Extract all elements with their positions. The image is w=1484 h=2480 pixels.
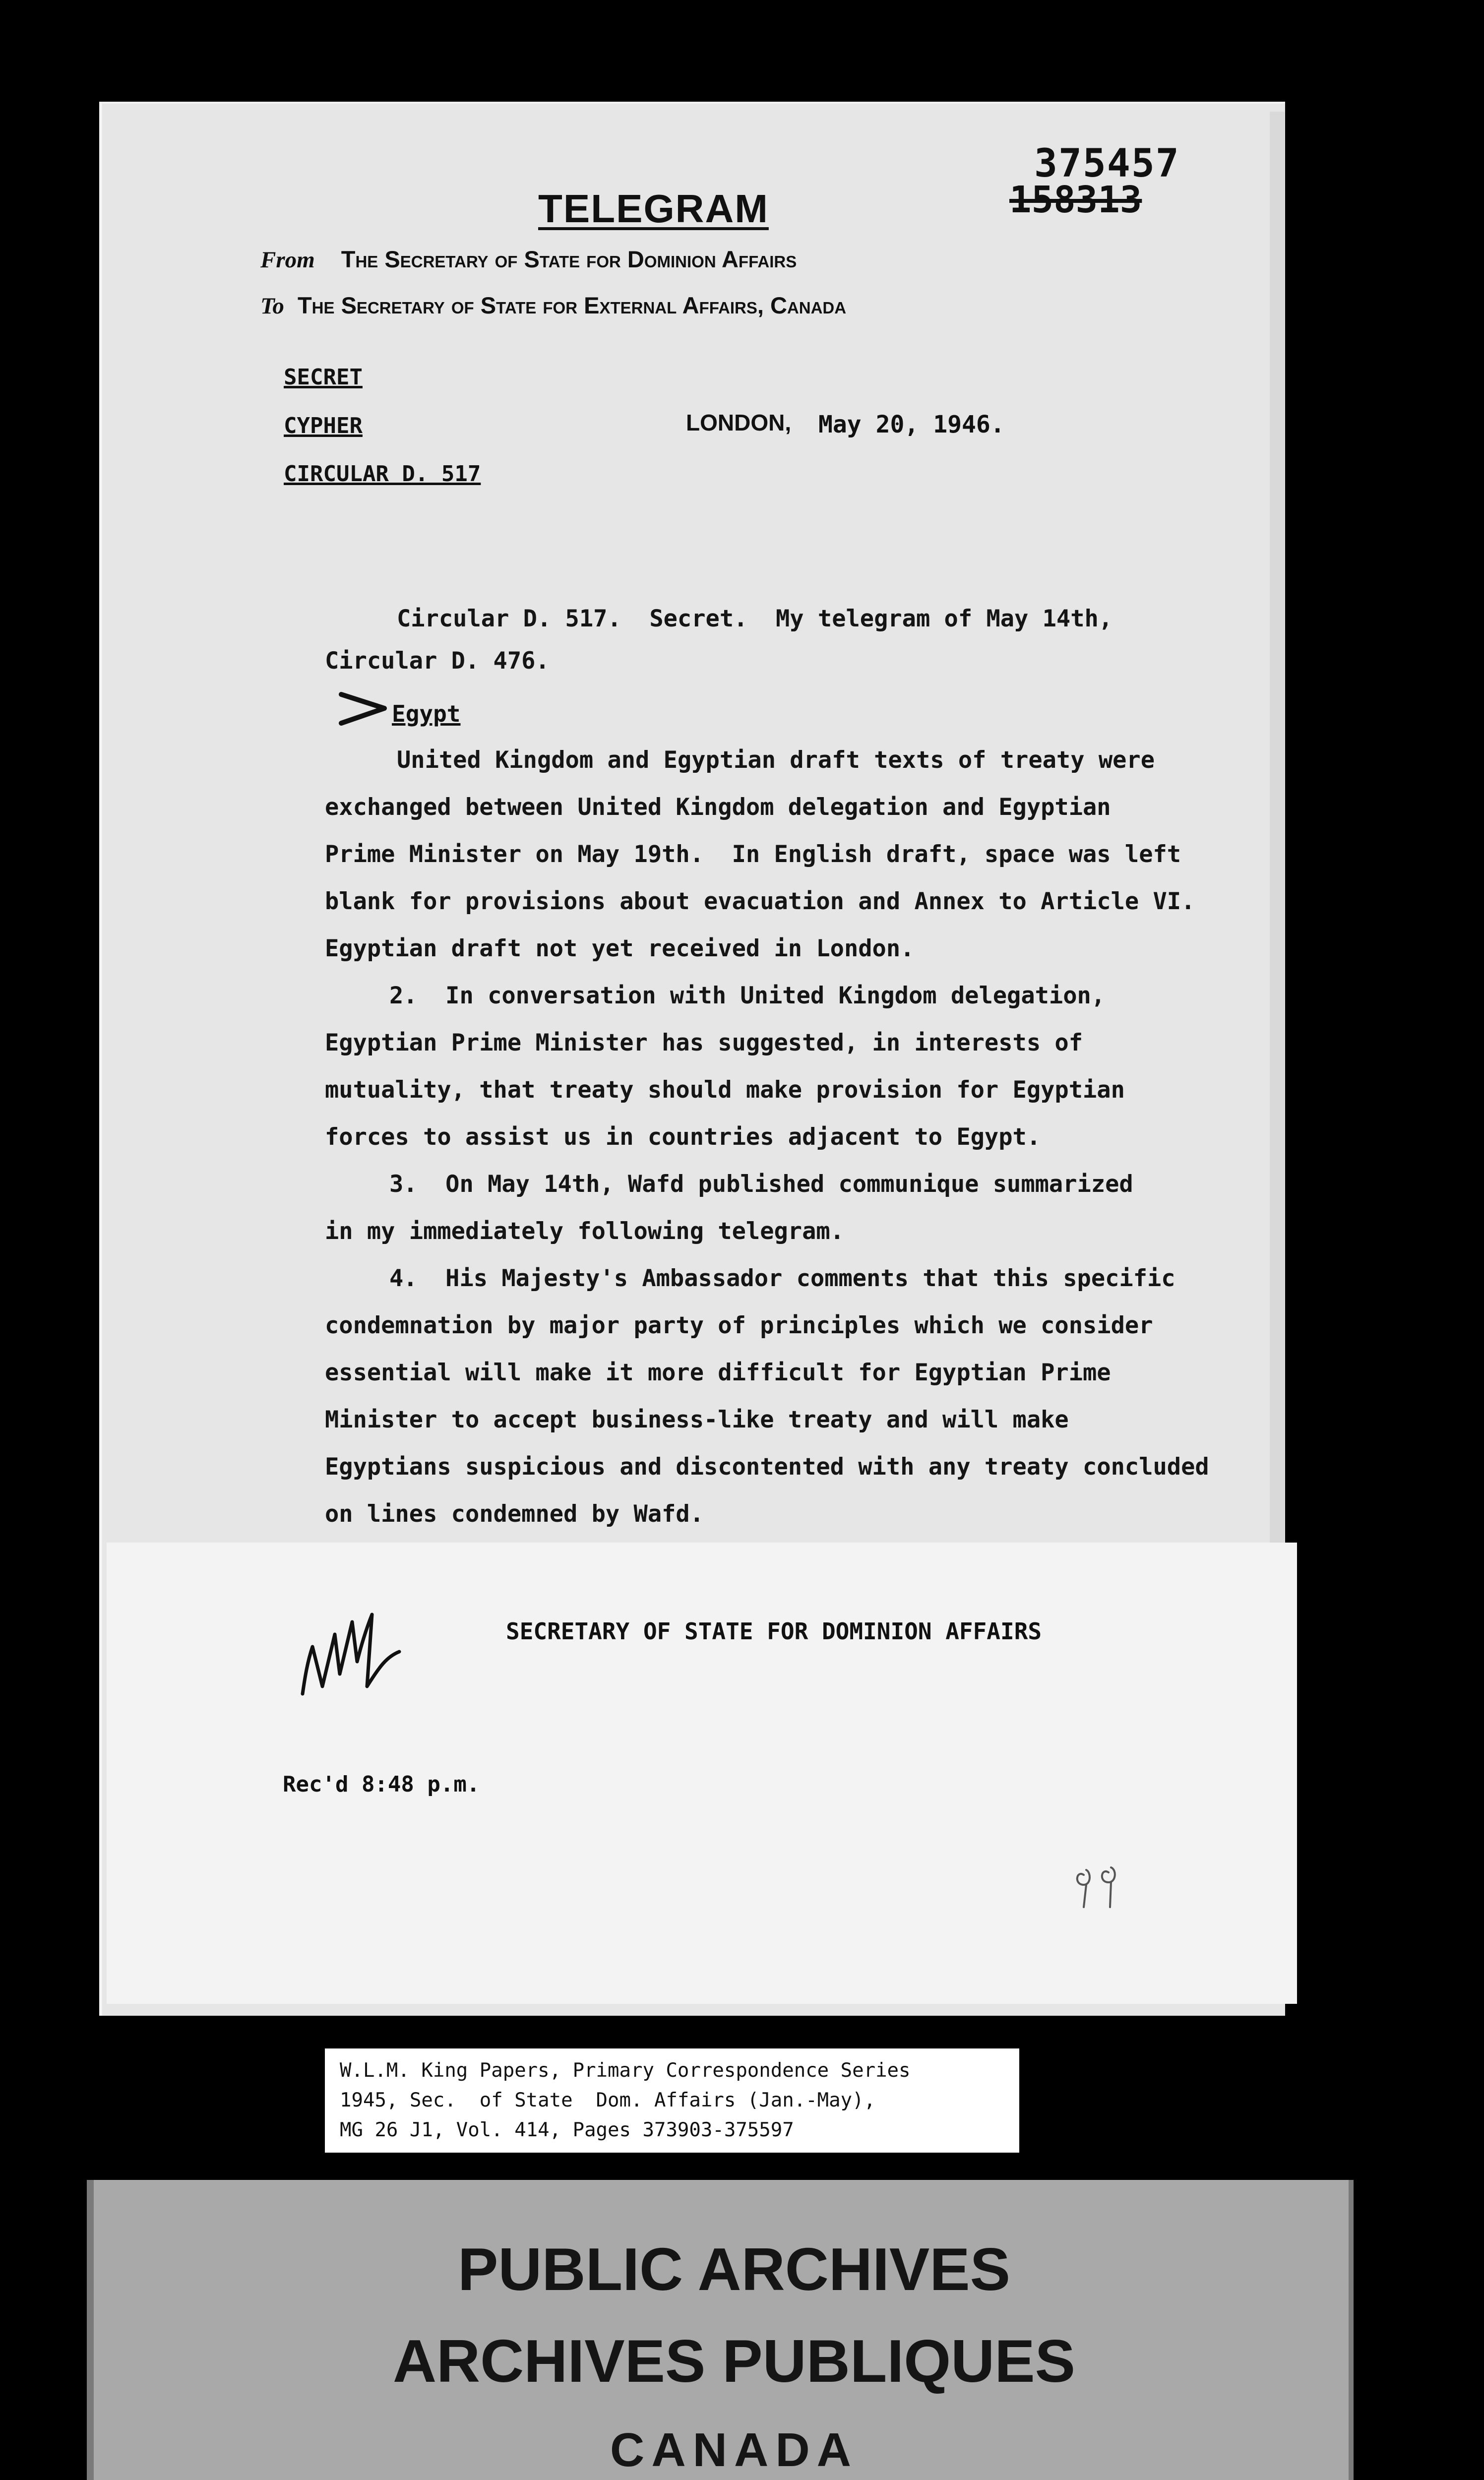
- date: May 20, 1946.: [818, 411, 1005, 438]
- received-time: Rec'd 8:48 p.m.: [283, 1772, 480, 1797]
- body-line: Circular D. 476.: [325, 647, 550, 675]
- to-value: The Secretary of State for External Affairs, Canada: [297, 292, 847, 318]
- stamp-line-public-archives: PUBLIC ARCHIVES: [458, 2235, 1010, 2303]
- body-line: Circular D. 517. Secret. My telegram of May 14th,: [397, 605, 1113, 632]
- body-line: mutuality, that treaty should make provision for Egyptian: [325, 1076, 1125, 1104]
- place: LONDON,: [686, 410, 792, 435]
- body-line: 3. On May 14th, Wafd published communique summarized: [389, 1171, 1133, 1198]
- marking-cypher: CYPHER: [284, 413, 363, 438]
- marking-secret: SECRET: [284, 365, 363, 390]
- marking-circular: CIRCULAR D. 517: [284, 461, 481, 487]
- body-line: essential will make it more difficult for Egyptian Prime: [325, 1359, 1111, 1386]
- body-line: Prime Minister on May 19th. In English draft, space was left: [325, 841, 1181, 868]
- archive-reference-label: [325, 2048, 1019, 2153]
- to-label: To: [260, 293, 284, 319]
- body-line: in my immediately following telegram.: [325, 1218, 844, 1245]
- from-value: The Secretary of State for Dominion Affairs: [341, 246, 797, 272]
- from-label: From: [260, 247, 315, 273]
- body-line: Minister to accept business-like treaty and will make: [325, 1406, 1069, 1433]
- from-line: [260, 246, 797, 273]
- to-line: [260, 292, 846, 319]
- archive-label-line: MG 26 J1, Vol. 414, Pages 373903-375597: [340, 2119, 794, 2141]
- body-line: blank for provisions about evacuation and Annex to Article VI.: [325, 888, 1195, 915]
- folio-number: 375457: [1034, 141, 1180, 186]
- body-line: Egyptian Prime Minister has suggested, in interests of: [325, 1029, 1083, 1056]
- pencil-mark-icon: [1071, 1860, 1141, 1915]
- body-line: 4. His Majesty's Ambassador comments that this specific: [389, 1265, 1175, 1292]
- archive-label-line: W.L.M. King Papers, Primary Correspondence Series: [340, 2059, 911, 2082]
- body-line: on lines condemned by Wafd.: [325, 1500, 704, 1528]
- stamp-line-archives-publiques: ARCHIVES PUBLIQUES: [392, 2327, 1076, 2395]
- body-line: Egyptian draft not yet received in London.: [325, 935, 915, 962]
- body-line: United Kingdom and Egyptian draft texts of treaty were: [397, 746, 1155, 774]
- stamp-line-canada: CANADA: [610, 2423, 858, 2477]
- body-line: Egyptians suspicious and discontented with any treaty concluded: [325, 1453, 1209, 1481]
- body-line: exchanged between United Kingdom delegation and Egyptian: [325, 794, 1111, 821]
- body-line: 2. In conversation with United Kingdom delegation,: [389, 982, 1106, 1009]
- archive-label-line: 1945, Sec. of State Dom. Affairs (Jan.-May),: [340, 2089, 876, 2111]
- telegram-title: TELEGRAM: [538, 186, 769, 231]
- handwritten-initials-icon: [293, 1587, 422, 1701]
- signature-block: SECRETARY OF STATE FOR DOMINION AFFAIRS: [506, 1618, 1042, 1645]
- arrow-mark-icon: [337, 688, 392, 728]
- body-line: condemnation by major party of principles which we consider: [325, 1312, 1153, 1339]
- body-line: forces to assist us in countries adjacent to Egypt.: [325, 1123, 1041, 1151]
- folio-number-struck: 158313: [1009, 179, 1142, 221]
- section-heading: Egypt: [392, 700, 461, 727]
